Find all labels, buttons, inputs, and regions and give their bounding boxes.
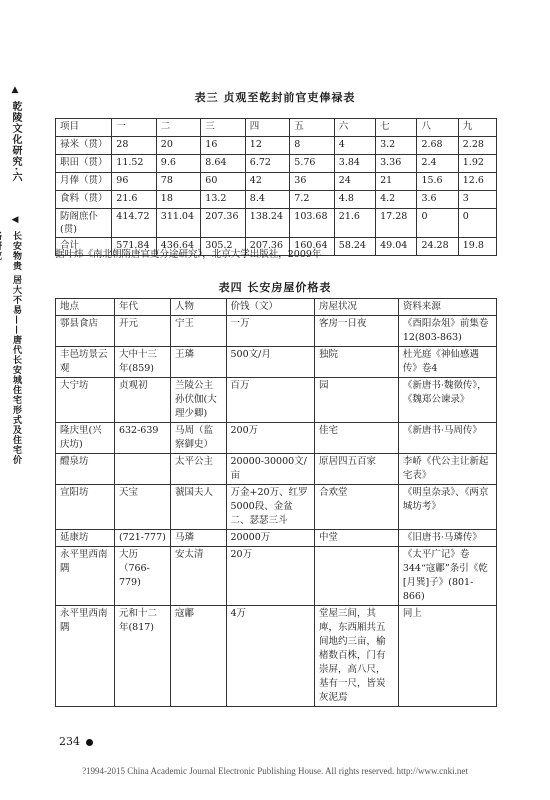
table3-cell: 0	[458, 209, 496, 238]
table4-cell: 佳宅	[314, 423, 398, 454]
table3-cell: 5.76	[290, 155, 335, 173]
table4-cell: 合欢堂	[314, 485, 398, 530]
table3-cell: 九	[458, 119, 496, 137]
table4-cell: 大宁坊	[56, 378, 115, 423]
table4-cell: 永平里西南隅	[56, 606, 115, 707]
table4-cell: (721-777)	[114, 530, 170, 547]
table4-cell: 园	[314, 378, 398, 423]
table4-column-header: 资料来源	[398, 299, 496, 316]
table4-row	[56, 606, 497, 707]
table3-cell: 13.2	[201, 191, 246, 209]
table4-cell: 马周（监察御史）	[171, 423, 226, 454]
table4-row	[56, 423, 497, 454]
table3-row-label: 防阁庶仆(贯)	[56, 209, 112, 238]
table3-cell: 17.28	[376, 209, 417, 238]
table3-cell: 138.24	[245, 209, 290, 238]
table3-cell: 12	[245, 137, 290, 155]
table3-cell: 15.6	[417, 173, 458, 191]
table3-cell: 103.68	[290, 209, 335, 238]
table3	[55, 118, 497, 256]
table3-cell: 60	[201, 173, 246, 191]
table4-cell: 延康坊	[56, 530, 115, 547]
table4-cell	[114, 454, 170, 485]
table3-cell: 42	[245, 173, 290, 191]
table3-cell: 160.64	[290, 238, 335, 256]
table3-cell: 3.84	[334, 155, 375, 173]
table4-cell: 大历（766-779)	[114, 547, 170, 606]
table3-row-label: 禄米（贯）	[56, 137, 112, 155]
table4-cell: 贞观初	[114, 378, 170, 423]
table4-cell: 《新唐书·马周传》	[398, 423, 496, 454]
table4-title: 表四 长安房屋价格表	[218, 281, 332, 294]
journal-series-title: 乾陵文化研究·六	[10, 101, 21, 183]
table4-row	[56, 530, 497, 547]
table4	[55, 298, 497, 707]
table3-cell: 11.52	[112, 155, 157, 173]
table3-row	[56, 173, 497, 191]
table4-cell: 鄠县食店	[56, 316, 115, 347]
table3-cell: 16	[201, 137, 246, 155]
table4-cell: 4万	[226, 606, 314, 707]
table4-cell: 百万	[226, 378, 314, 423]
table3-cell: 0	[417, 209, 458, 238]
table4-cell: 同上	[398, 606, 496, 707]
table3-cell: 2.28	[458, 137, 496, 155]
table3-row	[56, 155, 497, 173]
table3-cell: 1.92	[458, 155, 496, 173]
table3-row-label: 项目	[56, 119, 112, 137]
table3-cell: 8.4	[245, 191, 290, 209]
table3-cell: 19.8	[458, 238, 496, 256]
table4-cell	[314, 547, 398, 606]
table3-row-label: 食料（贯）	[56, 191, 112, 209]
table3-row	[56, 209, 497, 238]
table4-row	[56, 485, 497, 530]
table3-cell: 2.68	[417, 137, 458, 155]
triangle-marker-icon: ▲	[11, 85, 19, 95]
table3-cell: 414.72	[112, 209, 157, 238]
table4-cell: 《新唐书·魏徵传》，《魏郑公谏录》	[398, 378, 496, 423]
table4-cell: 20万	[226, 547, 314, 606]
table4-cell: 兰陵公主孙伏伽(大理少卿)	[171, 378, 226, 423]
table3-row-label: 月俸（贯）	[56, 173, 112, 191]
table3-cell: 571.84	[112, 238, 157, 256]
table3-cell: 一	[112, 119, 157, 137]
table4-cell: 宁王	[171, 316, 226, 347]
table4-cell: 《酉阳杂俎》前集卷12(803-863)	[398, 316, 496, 347]
table4-cell: 独院	[314, 347, 398, 378]
table3-cell: 24	[334, 173, 375, 191]
copyright-footer: ?1994-2015 China Academic Journal Electronic Publishing House. All rights reserved. http://www.cnki.net	[82, 766, 468, 776]
table3-row	[56, 191, 497, 209]
table3-cell: 8.64	[201, 155, 246, 173]
table3-cell: 4.2	[376, 191, 417, 209]
table4-cell: 中堂	[314, 530, 398, 547]
table3-cell: 12.6	[458, 173, 496, 191]
table4-cell: 马璘	[171, 530, 226, 547]
table4-row	[56, 378, 497, 423]
table3-cell: 49.04	[376, 238, 417, 256]
table4-cell: 一万	[226, 316, 314, 347]
table4-cell: 隆庆里(兴庆坊)	[56, 423, 115, 454]
table4-column-header: 人物	[171, 299, 226, 316]
table4-cell: 《太平广记》卷344“寇鄘”条引《乾[月巽]子》(801-866)	[398, 547, 496, 606]
table4-cell: 500文/月	[226, 347, 314, 378]
table3-cell: 3	[458, 191, 496, 209]
table4-cell: 永平里西南隅	[56, 547, 115, 606]
table3-cell: 21	[376, 173, 417, 191]
table3-cell: 21.6	[112, 191, 157, 209]
table4-cell: 20000-30000文/亩	[226, 454, 314, 485]
table3-cell: 8	[290, 137, 335, 155]
table3-cell: 4	[334, 137, 375, 155]
table3-cell: 436.64	[156, 238, 201, 256]
table3-cell: 20	[156, 137, 201, 155]
table4-cell: 王璘	[171, 347, 226, 378]
table3-cell: 305.2	[201, 238, 246, 256]
table3-cell: 21.6	[334, 209, 375, 238]
table4-row	[56, 316, 497, 347]
table3-cell: 18	[156, 191, 201, 209]
table3-cell: 五	[290, 119, 335, 137]
table4-cell: 20000万	[226, 530, 314, 547]
table4-cell: 堂屋三间，其庳，东西厢共五间地约三亩，榆楮数百株，门有崇屏，高八尺，基有一尺，皆炭灰泥焉	[314, 606, 398, 707]
table4-cell: 万金+20万、红罗5000段、金盆二、瑟瑟三斗	[226, 485, 314, 530]
table3-cell: 七	[376, 119, 417, 137]
table4-row	[56, 347, 497, 378]
table4-column-header: 年代	[114, 299, 170, 316]
table4-cell: 寇鄘	[171, 606, 226, 707]
table4-cell: 安太清	[171, 547, 226, 606]
table3-cell: 八	[417, 119, 458, 137]
table3-cell: 58.24	[334, 238, 375, 256]
sidebar-running-head	[0, 85, 30, 465]
table3-cell: 78	[156, 173, 201, 191]
table4-cell: 虢国夫人	[171, 485, 226, 530]
table4-cell: 李峤《代公主让新起宅表》	[398, 454, 496, 485]
table4-cell: 杜光庭《神仙感遇传》卷4	[398, 347, 496, 378]
bullet-icon	[86, 739, 93, 746]
table3-cell: 3.2	[376, 137, 417, 155]
table4-cell: 632-639	[114, 423, 170, 454]
table4-cell: 《旧唐书·马璘传》	[398, 530, 496, 547]
table3-cell: 六	[334, 119, 375, 137]
table4-column-header: 地点	[56, 299, 115, 316]
table3-cell: 7.2	[290, 191, 335, 209]
table4-cell: 丰邑坊景云观	[56, 347, 115, 378]
table3-source: 据叶炜《南北朝隋唐官吏分途研究》，北京大学出版社，2009年	[55, 249, 322, 260]
table3-cell: 3.6	[417, 191, 458, 209]
table4-cell: 天宝	[114, 485, 170, 530]
table4-cell: 元和十二年(817)	[114, 606, 170, 707]
table4-cell: 醴泉坊	[56, 454, 115, 485]
table3-cell: 3.36	[376, 155, 417, 173]
table4-column-header: 价钱（文）	[226, 299, 314, 316]
table4-column-header: 房屋状况	[314, 299, 398, 316]
table3-row-label: 职田（贯）	[56, 155, 112, 173]
table4-row	[56, 454, 497, 485]
page-number: 234	[59, 735, 93, 748]
table4-row	[56, 547, 497, 606]
table3-row-label: 合计	[56, 238, 112, 256]
table3-cell: 4.8	[334, 191, 375, 209]
table4-cell: 200万	[226, 423, 314, 454]
table4-cell: 客房一日夜	[314, 316, 398, 347]
table3-cell: 207.36	[201, 209, 246, 238]
table4-cell: 《明皇杂录》、《两京城坊考》	[398, 485, 496, 530]
table4-cell: 原居四五百家	[314, 454, 398, 485]
table3-cell: 96	[112, 173, 157, 191]
table4-cell: 大中十三年(859)	[114, 347, 170, 378]
table4-header-row	[56, 299, 497, 316]
table3-cell: 36	[290, 173, 335, 191]
table3-cell: 9.6	[156, 155, 201, 173]
table3-cell: 2.4	[417, 155, 458, 173]
table4-cell: 太平公主	[171, 454, 226, 485]
table3-title: 表三 贞观至乾封前官吏俸禄表	[194, 91, 356, 104]
article-running-title: 长安物贵 居大不易——唐代长安城住宅形式及住宅价	[11, 231, 21, 466]
table3-cell: 四	[245, 119, 290, 137]
table3-cell: 24.28	[417, 238, 458, 256]
table3-cell: 二	[156, 119, 201, 137]
table3-header-row	[56, 119, 497, 137]
table3-cell: 207.36	[245, 238, 290, 256]
table3-cell: 6.72	[245, 155, 290, 173]
table4-cell: 开元	[114, 316, 170, 347]
table3-row	[56, 137, 497, 155]
table3-cell: 三	[201, 119, 246, 137]
table3-cell: 311.04	[156, 209, 201, 238]
arrow-marker-icon: ◀	[11, 215, 19, 225]
table4-cell: 宣阳坊	[56, 485, 115, 530]
table3-cell: 28	[112, 137, 157, 155]
